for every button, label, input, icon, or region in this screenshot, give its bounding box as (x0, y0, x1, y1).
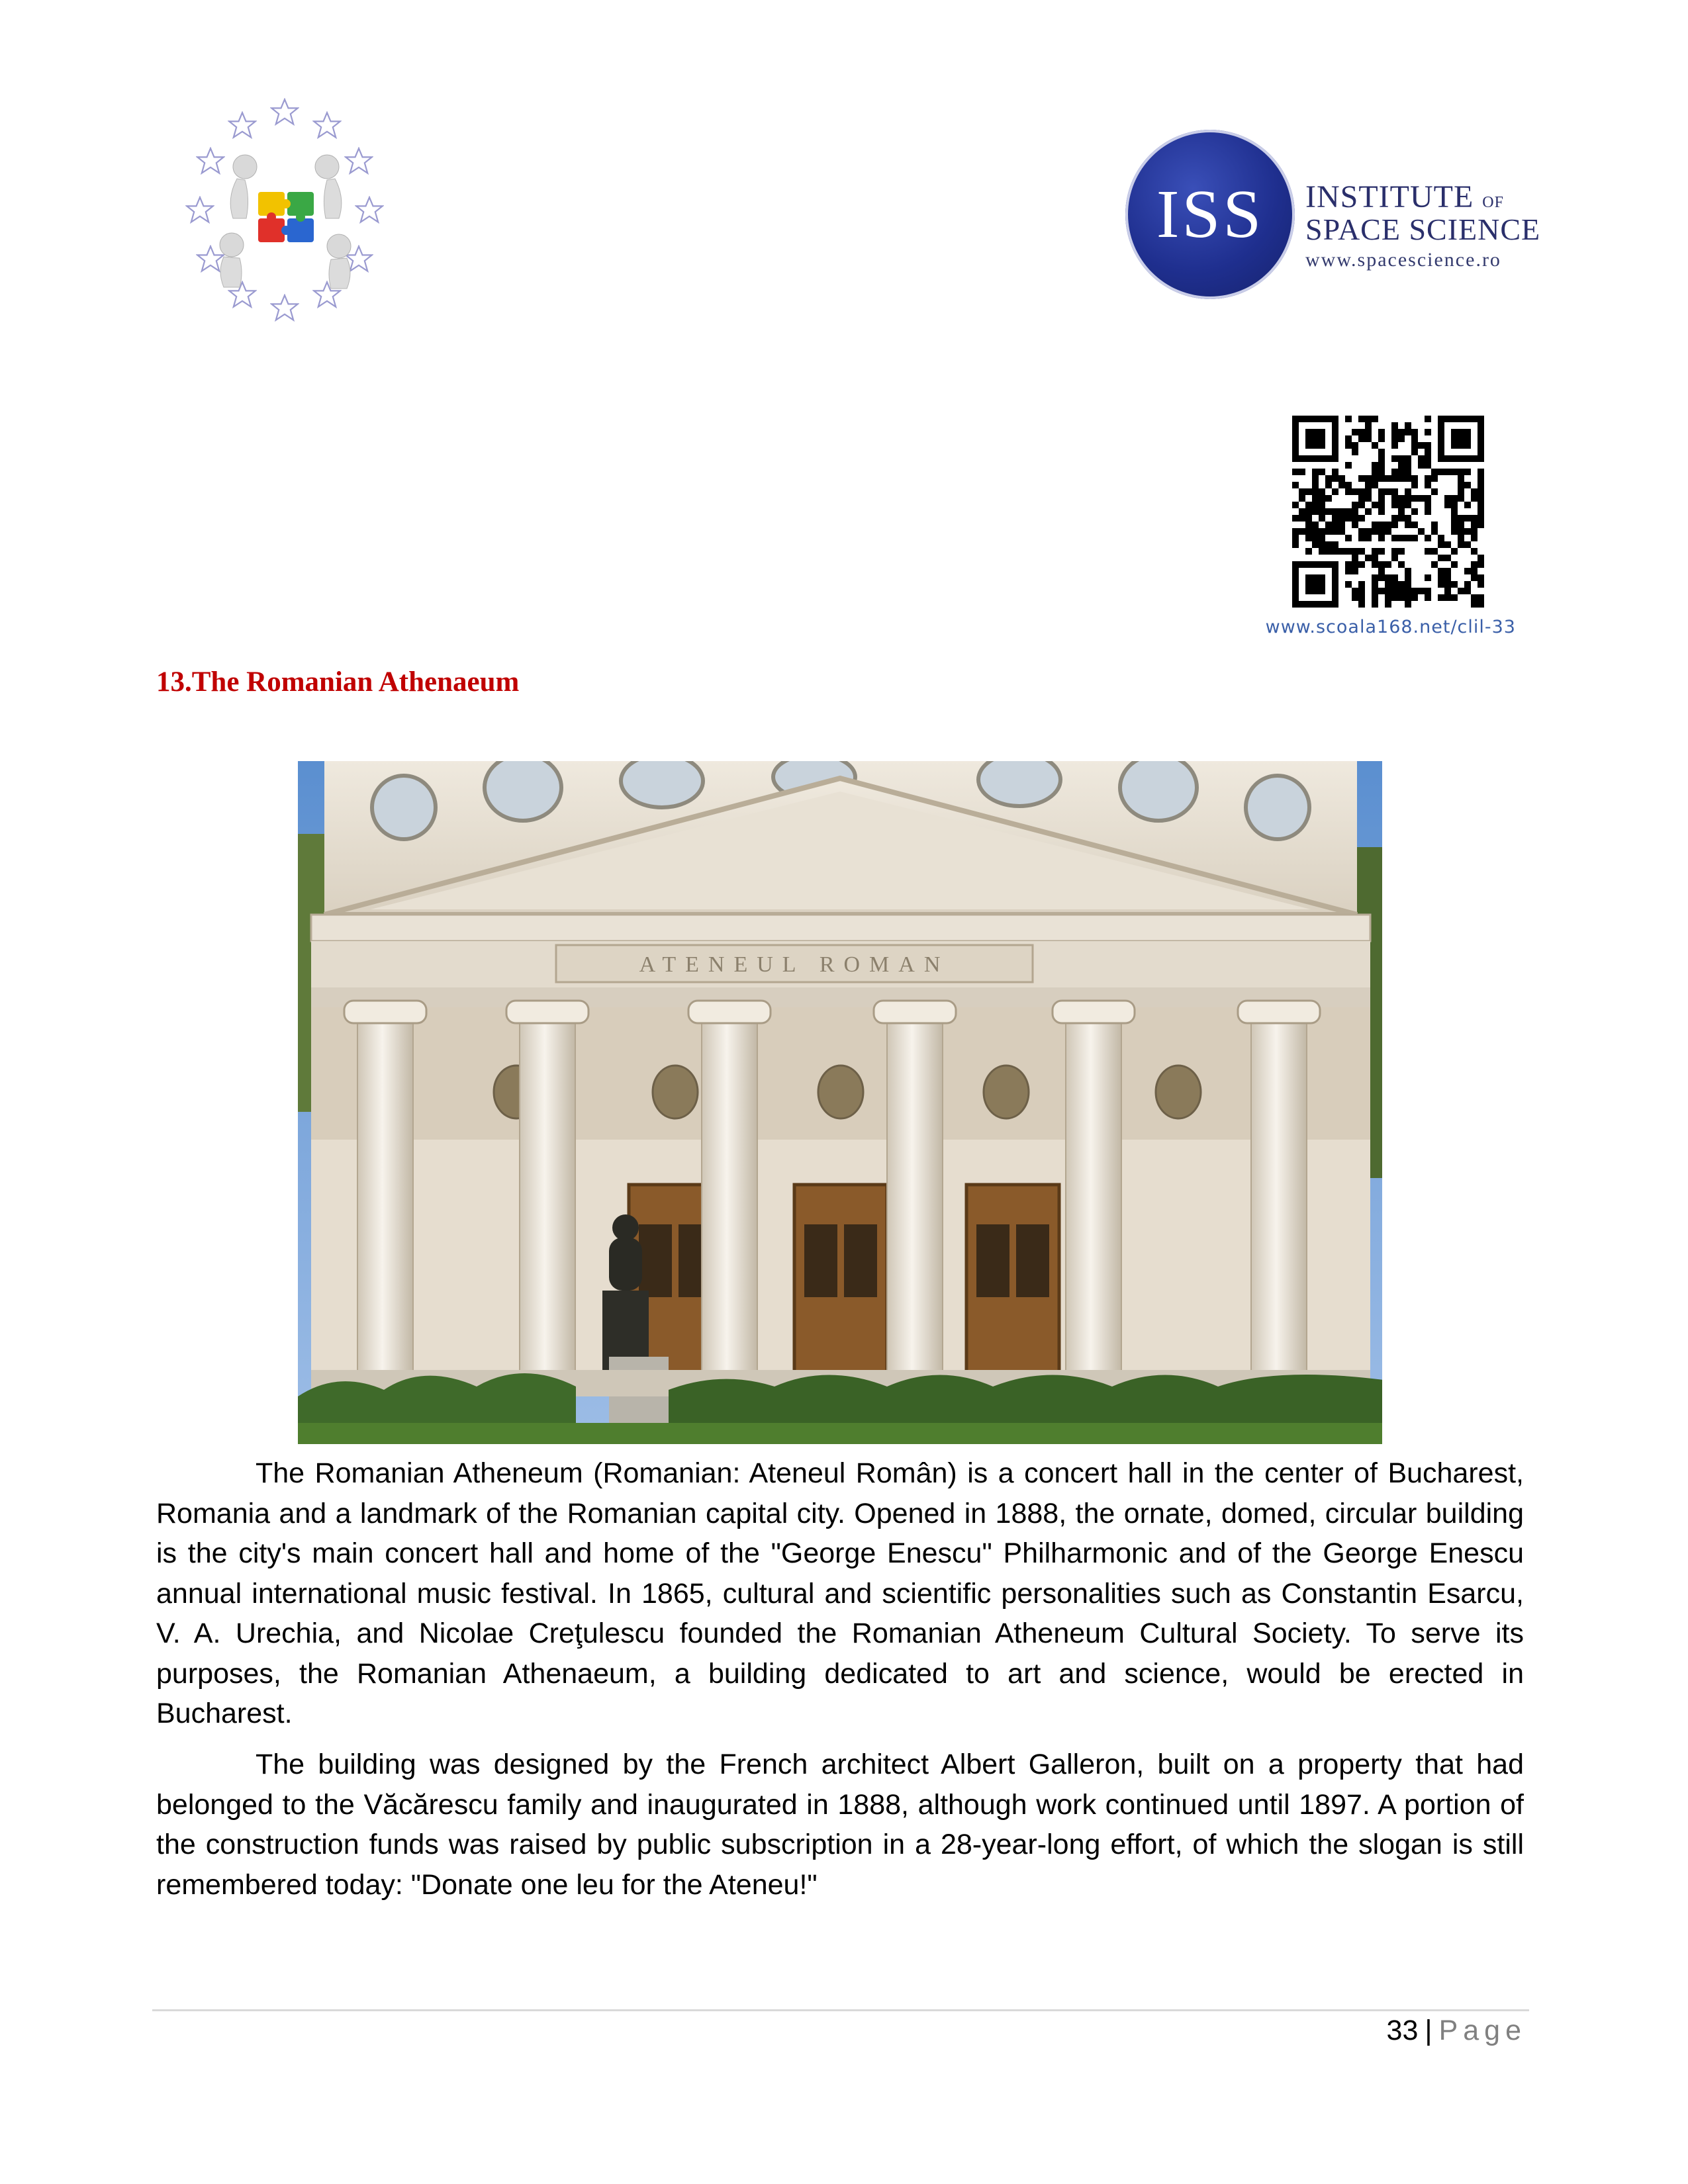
page-footer (1387, 2015, 1526, 2047)
iss-badge-letters: ISS (1156, 176, 1264, 252)
photo-inscription: ATENEUL ROMAN (639, 952, 950, 977)
puzzle-figures-icon (220, 155, 351, 289)
paragraph-2: The building was designed by the French architect Albert Galleron, built on a property that had belonged to the Văcărescu family and inaugurated in 1888, although work continued until 1897. A portion of the construction funds was raised by public subscription in a 28-year-long effort, of which the slogan is still remembered today: "Donate one leu for the Ateneu!" (156, 1749, 1524, 1901)
section-title: 13.The Romanian Athenaeum (156, 666, 520, 698)
qr-code-icon[interactable] (1292, 416, 1484, 608)
iss-logo (1125, 130, 1541, 302)
page-label: Page (1438, 2015, 1526, 2046)
iss-website: www.spacescience.ro (1305, 249, 1501, 271)
paragraph-1: The Romanian Atheneum (Romanian: Ateneul Român) is a concert hall in the center of Bucharest, Romania and a landmark of the Romanian capital city. Opened in 1888, the ornate, domed, circular building is the city's main concert hall and home of the "George Enescu" Philharmonic and of the George Enescu annual international music festival. In 1865, cultural and scientific personalities such as Constantin Esarcu, V. A. Urechia, and Nicolae Creţulescu founded the Romanian Atheneum Cultural Society. To serve its purposes, the Romanian Athenaeum, a building dedicated to art and science, would be erected in Bucharest. (156, 1457, 1524, 1729)
page-number: 33 (1386, 2015, 1419, 2046)
project-logo (159, 93, 410, 331)
athenaeum-photo (298, 761, 1382, 1444)
footer-divider (152, 2009, 1529, 2011)
iss-name-line-2: SPACE SCIENCE (1305, 212, 1541, 246)
iss-name-of: OF (1482, 194, 1504, 211)
footer-separator: | (1425, 2015, 1432, 2046)
qr-link[interactable]: www.scoala168.net/clil-33 (1265, 617, 1516, 637)
iss-name-line-1: INSTITUTE OF (1305, 179, 1504, 214)
star-ring-icon (187, 99, 383, 320)
